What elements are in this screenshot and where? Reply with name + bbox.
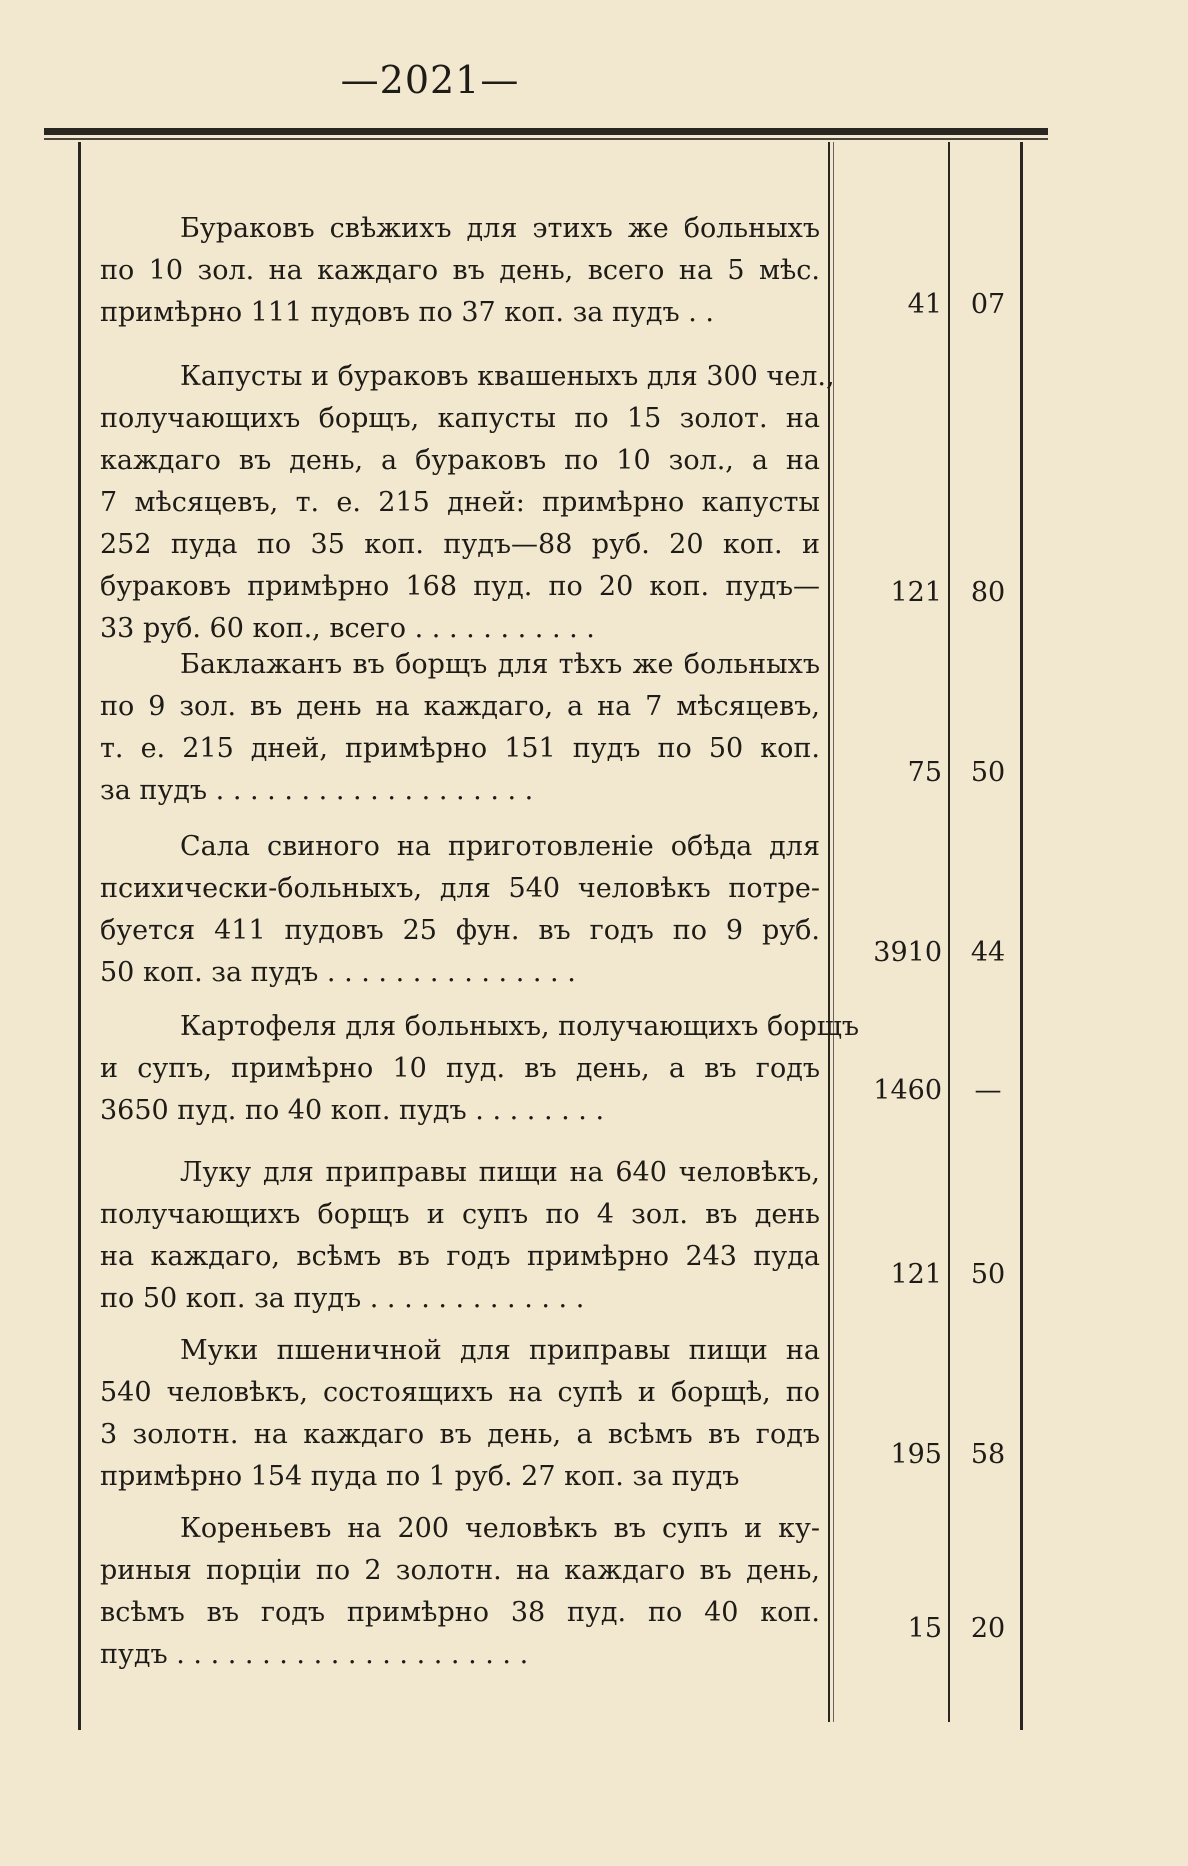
amount-rubles: 3910 [873, 937, 942, 968]
amount-kopecks: 44 [970, 937, 1006, 968]
amount-rubles: 41 [907, 289, 942, 320]
entry-line: примѣрно 154 пуда по 1 руб. 27 коп. за пудъ [100, 1461, 740, 1492]
amount-kopecks: 58 [970, 1439, 1006, 1470]
entry-line: Баклажанъ въ борщъ для тѣхъ же больныхъ [180, 649, 820, 680]
amount-rubles: 121 [890, 577, 942, 608]
amount-kopecks: — [974, 1075, 1002, 1106]
entry-line: Сала свиного на приготовленіе обѣда для [180, 831, 820, 862]
page-number: —2021— [340, 58, 520, 102]
entry-line: Бураковъ свѣжихъ для этихъ же больныхъ [180, 213, 820, 244]
entry-line: риныя порціи по 2 золотн. на каждаго въ день, [100, 1555, 820, 1586]
ledger-entry [100, 1152, 820, 1320]
ledger-entry [100, 1006, 860, 1132]
amount-kopecks: 50 [970, 757, 1006, 788]
amount-kopecks: 50 [970, 1259, 1006, 1290]
ledger-entry [100, 208, 820, 334]
entry-line: 50 коп. за пудъ . . . . . . . . . . . . . . . [100, 957, 576, 988]
entry-line: за пудъ . . . . . . . . . . . . . . . . . . . [100, 775, 534, 806]
entry-line: на каждаго, всѣмъ въ годъ примѣрно 243 пуда [100, 1241, 820, 1272]
amount-rubles: 15 [907, 1613, 942, 1644]
entry-line: психически-больныхъ, для 540 человѣкъ потре- [100, 873, 820, 904]
entry-line: Капусты и бураковъ квашеныхъ для 300 чел., [180, 361, 835, 392]
entry-line: Луку для приправы пищи на 640 человѣкъ, [180, 1157, 820, 1188]
entry-line: пудъ . . . . . . . . . . . . . . . . . . . . . [100, 1639, 529, 1670]
entry-line: Муки пшеничной для приправы пищи на [180, 1335, 820, 1366]
entry-line: по 50 коп. за пудъ . . . . . . . . . . . . . [100, 1283, 585, 1314]
header-rule [44, 128, 1048, 135]
entry-line: каждаго въ день, а бураковъ по 10 зол., а на [100, 445, 820, 476]
entry-line: буется 411 пудовъ 25 фун. въ годъ по 9 руб. [100, 915, 820, 946]
amount-rubles: 121 [890, 1259, 942, 1290]
entry-line: бураковъ примѣрно 168 пуд. по 20 коп. пудъ— [100, 571, 820, 602]
column-divider-kop [948, 142, 950, 1722]
entry-line: по 10 зол. на каждаго въ день, всего на 5 мѣс. [100, 255, 820, 286]
entry-line: и супъ, примѣрно 10 пуд. въ день, а въ годъ [100, 1053, 820, 1084]
entry-line: 3650 пуд. по 40 коп. пудъ . . . . . . . . [100, 1095, 605, 1126]
entry-line: примѣрно 111 пудовъ по 37 коп. за пудъ . . [100, 297, 714, 328]
entry-line: 7 мѣсяцевъ, т. е. 215 дней: примѣрно капусты [100, 487, 820, 518]
entry-line: т. е. 215 дней, примѣрно 151 пудъ по 50 коп. [100, 733, 820, 764]
entry-line: всѣмъ въ годъ примѣрно 38 пуд. по 40 коп. [100, 1597, 820, 1628]
ledger-entry [100, 644, 820, 812]
amount-rubles: 1460 [873, 1075, 942, 1106]
ledger-entry [100, 356, 835, 650]
entry-line: получающихъ борщъ, капусты по 15 золот. на [100, 403, 820, 434]
entry-line: 33 руб. 60 коп., всего . . . . . . . . . . . [100, 613, 595, 644]
ledger-entry [100, 826, 820, 994]
entry-line: 252 пуда по 35 коп. пудъ—88 руб. 20 коп. и [100, 529, 820, 560]
table-border-right [1020, 142, 1023, 1730]
amount-rubles: 195 [890, 1439, 942, 1470]
ledger-entry [100, 1330, 820, 1498]
table-border-left [78, 142, 81, 1730]
entry-line: Картофеля для больныхъ, получающихъ борщъ [180, 1011, 860, 1042]
entry-line: 3 золотн. на каждаго въ день, а всѣмъ въ годъ [100, 1419, 820, 1450]
amount-kopecks: 80 [970, 577, 1006, 608]
entry-line: Кореньевъ на 200 человѣкъ въ супъ и ку- [180, 1513, 820, 1544]
entry-line: по 9 зол. въ день на каждаго, а на 7 мѣсяцевъ, [100, 691, 820, 722]
amount-kopecks: 07 [970, 289, 1006, 320]
entry-line: 540 человѣкъ, состоящихъ на супѣ и борщѣ, по [100, 1377, 820, 1408]
amount-kopecks: 20 [970, 1613, 1006, 1644]
header-rule-thin [44, 138, 1048, 140]
entry-line: получающихъ борщъ и супъ по 4 зол. въ день [100, 1199, 820, 1230]
amount-rubles: 75 [907, 757, 942, 788]
ledger-entry [100, 1508, 820, 1676]
